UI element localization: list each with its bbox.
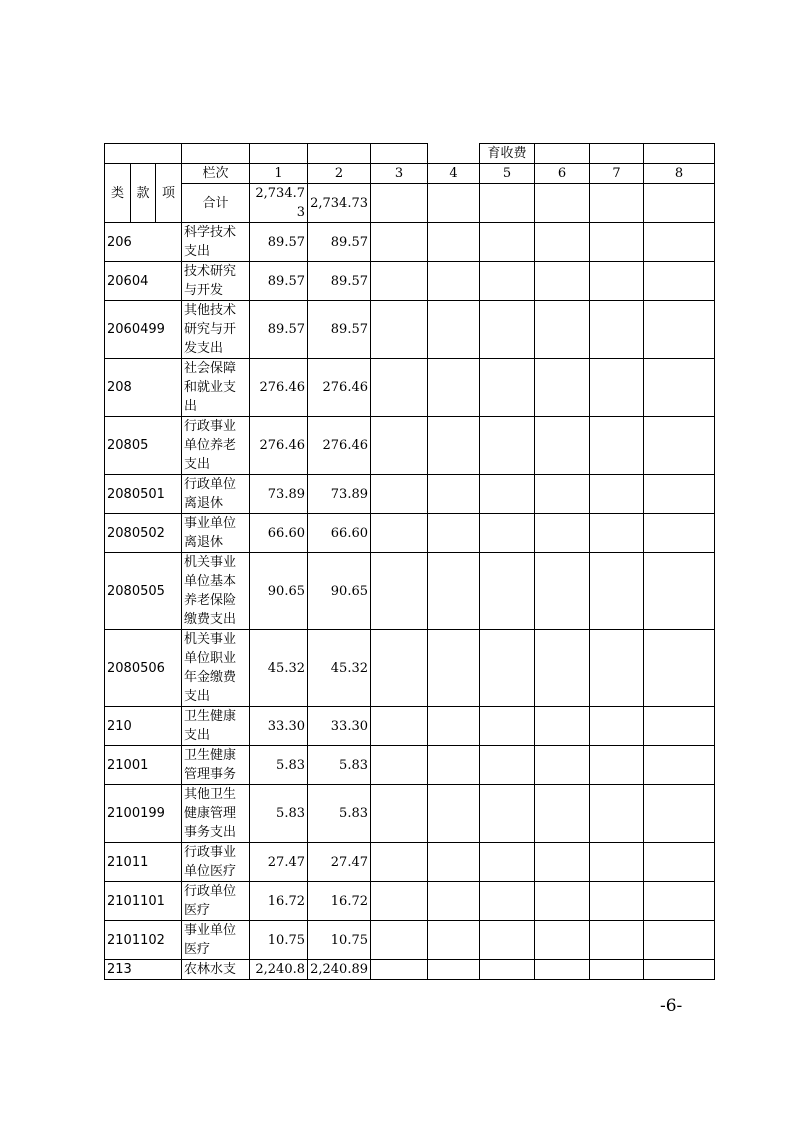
row-code: 20604: [105, 262, 182, 301]
empty-cell: [428, 630, 480, 707]
row-value-v1: 90.65: [250, 553, 308, 630]
empty-cell: [590, 359, 644, 417]
row-value-v1: 89.57: [250, 301, 308, 359]
table-row: [105, 301, 715, 359]
empty-cell: [644, 960, 715, 980]
table-row: [105, 262, 715, 301]
empty-cell: [480, 184, 535, 223]
empty-cell: [590, 746, 644, 785]
total-col1: 2,734.73: [250, 184, 308, 223]
empty-cell: [535, 785, 590, 843]
empty-cell: [480, 223, 535, 262]
header-col-number: 3: [371, 164, 428, 184]
row-value-v1: 33.30: [250, 707, 308, 746]
empty-cell: [480, 921, 535, 960]
header-total-label: 合计: [182, 184, 250, 223]
header-top-blank-cell: [428, 144, 480, 164]
row-name: 行政事业单位医疗: [182, 843, 250, 882]
row-value-v1: 45.32: [250, 630, 308, 707]
row-value-v1: 16.72: [250, 882, 308, 921]
row-value-v2: 90.65: [308, 553, 371, 630]
empty-cell: [480, 553, 535, 630]
empty-cell: [480, 359, 535, 417]
row-code: 2080506: [105, 630, 182, 707]
empty-cell: [428, 301, 480, 359]
row-code: 21011: [105, 843, 182, 882]
empty-cell: [428, 785, 480, 843]
empty-cell: [428, 960, 480, 980]
empty-cell: [480, 262, 535, 301]
table-row: [105, 553, 715, 630]
empty-cell: [535, 301, 590, 359]
row-value-v1: 5.83: [250, 785, 308, 843]
row-code: 2060499: [105, 301, 182, 359]
header-top-empty-cell: [644, 144, 715, 164]
header-top-empty-cell: [535, 144, 590, 164]
row-value-v2: 89.57: [308, 262, 371, 301]
empty-cell: [480, 785, 535, 843]
row-value-v2: 5.83: [308, 746, 371, 785]
empty-cell: [644, 514, 715, 553]
row-value-v2: 73.89: [308, 475, 371, 514]
empty-cell: [371, 262, 428, 301]
header-xiang: 项: [156, 164, 182, 223]
empty-cell: [480, 960, 535, 980]
empty-cell: [480, 630, 535, 707]
header-top-row: [105, 144, 715, 164]
empty-cell: [371, 921, 428, 960]
empty-cell: [590, 262, 644, 301]
empty-cell: [371, 184, 428, 223]
empty-cell: [428, 921, 480, 960]
empty-cell: [590, 184, 644, 223]
empty-cell: [535, 417, 590, 475]
empty-cell: [371, 514, 428, 553]
empty-cell: [428, 553, 480, 630]
empty-cell: [371, 553, 428, 630]
row-code: 208: [105, 359, 182, 417]
row-name: 社会保障和就业支出: [182, 359, 250, 417]
empty-cell: [644, 746, 715, 785]
empty-cell: [535, 882, 590, 921]
empty-cell: [428, 417, 480, 475]
row-value-v1: 73.89: [250, 475, 308, 514]
empty-cell: [371, 843, 428, 882]
row-value-v2: 89.57: [308, 223, 371, 262]
row-value-v1: 2,240.8: [250, 960, 308, 980]
row-name: 其他技术研究与开发支出: [182, 301, 250, 359]
header-top-label: 育收费: [480, 144, 535, 164]
empty-cell: [428, 262, 480, 301]
header-col-number: 6: [535, 164, 590, 184]
row-value-v1: 89.57: [250, 262, 308, 301]
empty-cell: [535, 475, 590, 514]
row-name: 行政事业单位养老支出: [182, 417, 250, 475]
empty-cell: [535, 514, 590, 553]
header-total-row: [105, 184, 715, 223]
header-top-empty-cell: [308, 144, 371, 164]
empty-cell: [644, 417, 715, 475]
empty-cell: [535, 960, 590, 980]
empty-cell: [644, 359, 715, 417]
header-col-number: 5: [480, 164, 535, 184]
header-top-empty-cell: [105, 144, 182, 164]
empty-cell: [644, 184, 715, 223]
row-name: 技术研究与开发: [182, 262, 250, 301]
header-col-number: 4: [428, 164, 480, 184]
empty-cell: [535, 707, 590, 746]
empty-cell: [535, 262, 590, 301]
table-row: [105, 475, 715, 514]
empty-cell: [371, 785, 428, 843]
empty-cell: [428, 359, 480, 417]
empty-cell: [535, 921, 590, 960]
row-value-v2: 2,240.89: [308, 960, 371, 980]
header-top-empty-cell: [182, 144, 250, 164]
row-value-v2: 10.75: [308, 921, 371, 960]
table-row: [105, 882, 715, 921]
empty-cell: [428, 707, 480, 746]
empty-cell: [590, 630, 644, 707]
row-code: 210: [105, 707, 182, 746]
empty-cell: [590, 960, 644, 980]
table-row: [105, 921, 715, 960]
empty-cell: [644, 301, 715, 359]
empty-cell: [644, 843, 715, 882]
table-row: [105, 785, 715, 843]
row-code: 2101101: [105, 882, 182, 921]
row-code: 20805: [105, 417, 182, 475]
empty-cell: [535, 553, 590, 630]
row-value-v1: 27.47: [250, 843, 308, 882]
empty-cell: [644, 707, 715, 746]
header-col-number: 1: [250, 164, 308, 184]
row-name: 事业单位离退休: [182, 514, 250, 553]
header-top-empty-cell: [590, 144, 644, 164]
empty-cell: [644, 785, 715, 843]
empty-cell: [644, 223, 715, 262]
empty-cell: [480, 843, 535, 882]
header-col-number: 7: [590, 164, 644, 184]
table-row: [105, 960, 715, 980]
header-col-number: 8: [644, 164, 715, 184]
row-value-v2: 89.57: [308, 301, 371, 359]
header-kuan: 款: [131, 164, 156, 223]
empty-cell: [590, 514, 644, 553]
empty-cell: [590, 843, 644, 882]
row-code: 21001: [105, 746, 182, 785]
row-value-v1: 66.60: [250, 514, 308, 553]
empty-cell: [535, 746, 590, 785]
row-name: 卫生健康管理事务: [182, 746, 250, 785]
table-row: [105, 843, 715, 882]
empty-cell: [644, 553, 715, 630]
empty-cell: [590, 553, 644, 630]
empty-cell: [428, 514, 480, 553]
row-code: 2101102: [105, 921, 182, 960]
empty-cell: [371, 630, 428, 707]
empty-cell: [480, 707, 535, 746]
table-row: [105, 359, 715, 417]
empty-cell: [535, 630, 590, 707]
empty-cell: [428, 223, 480, 262]
row-code: 2080502: [105, 514, 182, 553]
empty-cell: [590, 707, 644, 746]
empty-cell: [480, 882, 535, 921]
row-name: 行政单位离退休: [182, 475, 250, 514]
row-code: 2080501: [105, 475, 182, 514]
empty-cell: [428, 184, 480, 223]
empty-cell: [480, 417, 535, 475]
empty-cell: [590, 785, 644, 843]
empty-cell: [371, 475, 428, 514]
row-name: 行政单位医疗: [182, 882, 250, 921]
header-top-empty-cell: [250, 144, 308, 164]
total-col2: 2,734.73: [308, 184, 371, 223]
empty-cell: [590, 882, 644, 921]
header-top-empty-cell: [371, 144, 428, 164]
row-value-v2: 276.46: [308, 359, 371, 417]
empty-cell: [644, 262, 715, 301]
table-row: [105, 746, 715, 785]
empty-cell: [480, 746, 535, 785]
row-code: 206: [105, 223, 182, 262]
empty-cell: [590, 223, 644, 262]
empty-cell: [371, 359, 428, 417]
table-row: [105, 514, 715, 553]
empty-cell: [371, 960, 428, 980]
empty-cell: [590, 417, 644, 475]
empty-cell: [535, 184, 590, 223]
row-code: 213: [105, 960, 182, 980]
empty-cell: [371, 417, 428, 475]
empty-cell: [590, 921, 644, 960]
empty-cell: [371, 223, 428, 262]
row-value-v2: 5.83: [308, 785, 371, 843]
table-row: [105, 707, 715, 746]
empty-cell: [428, 843, 480, 882]
empty-cell: [428, 882, 480, 921]
table-row: [105, 630, 715, 707]
table-row: [105, 223, 715, 262]
row-value-v2: 276.46: [308, 417, 371, 475]
empty-cell: [644, 921, 715, 960]
empty-cell: [535, 223, 590, 262]
row-value-v2: 66.60: [308, 514, 371, 553]
empty-cell: [428, 746, 480, 785]
header-lanci: 栏次: [182, 164, 250, 184]
row-value-v2: 33.30: [308, 707, 371, 746]
row-value-v2: 16.72: [308, 882, 371, 921]
row-name: 农林水支: [182, 960, 250, 980]
row-name: 事业单位医疗: [182, 921, 250, 960]
table-row: [105, 417, 715, 475]
row-name: 机关事业单位基本养老保险缴费支出: [182, 553, 250, 630]
empty-cell: [590, 475, 644, 514]
empty-cell: [428, 475, 480, 514]
header-col-number: 2: [308, 164, 371, 184]
empty-cell: [644, 630, 715, 707]
page-number: -6-: [660, 996, 683, 1016]
empty-cell: [644, 475, 715, 514]
expenditure-table: [104, 143, 715, 980]
empty-cell: [480, 301, 535, 359]
row-name: 科学技术支出: [182, 223, 250, 262]
row-value-v2: 27.47: [308, 843, 371, 882]
empty-cell: [371, 882, 428, 921]
empty-cell: [535, 843, 590, 882]
row-value-v1: 276.46: [250, 359, 308, 417]
row-value-v1: 10.75: [250, 921, 308, 960]
header-lei: 类: [105, 164, 131, 223]
empty-cell: [644, 882, 715, 921]
empty-cell: [480, 514, 535, 553]
empty-cell: [371, 707, 428, 746]
row-value-v1: 5.83: [250, 746, 308, 785]
row-value-v1: 89.57: [250, 223, 308, 262]
header-column-numbers-row: [105, 164, 715, 184]
row-name: 卫生健康支出: [182, 707, 250, 746]
empty-cell: [371, 746, 428, 785]
empty-cell: [371, 301, 428, 359]
empty-cell: [590, 301, 644, 359]
row-code: 2080505: [105, 553, 182, 630]
empty-cell: [480, 475, 535, 514]
row-code: 2100199: [105, 785, 182, 843]
row-name: 机关事业单位职业年金缴费支出: [182, 630, 250, 707]
row-value-v2: 45.32: [308, 630, 371, 707]
empty-cell: [535, 359, 590, 417]
row-value-v1: 276.46: [250, 417, 308, 475]
row-name: 其他卫生健康管理事务支出: [182, 785, 250, 843]
